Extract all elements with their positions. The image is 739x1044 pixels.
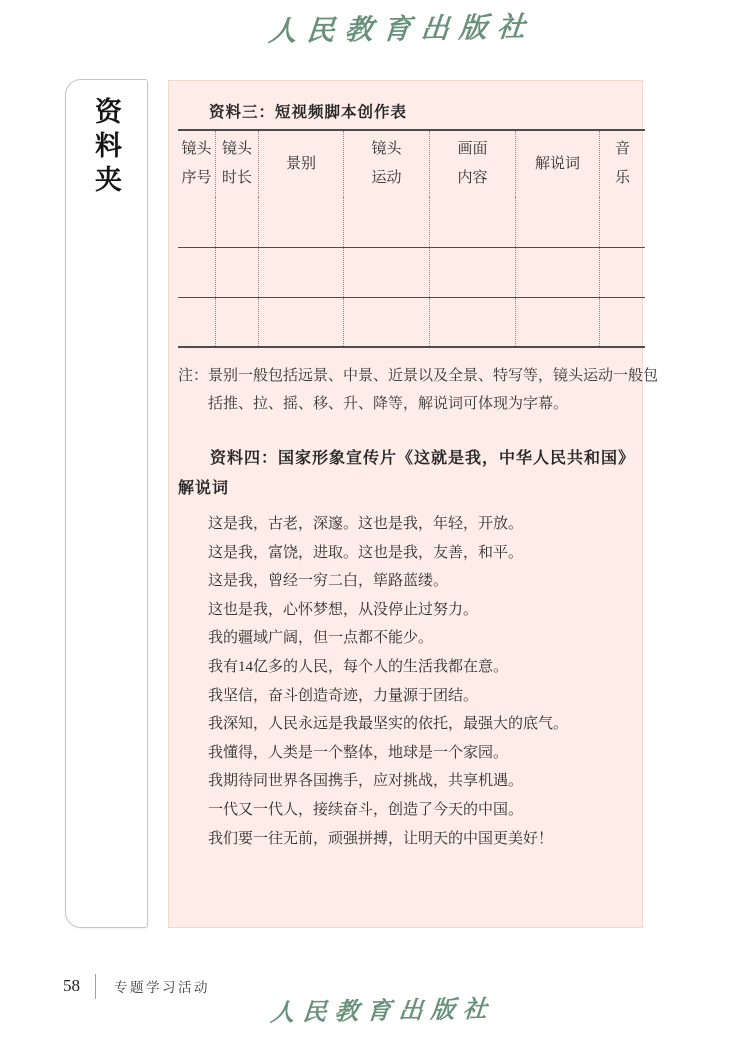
table-header-line: 乐 [614, 170, 630, 186]
narration-line: 这是我，曾经一穷二白，筚路蓝缕。 [208, 573, 449, 590]
table-header-line: 解说词 [534, 155, 580, 172]
folder-tab-label: 资料夹 [91, 97, 121, 199]
table-cell-empty [259, 247, 344, 297]
narration-line: 一代又一代人，接续奋斗，创造了今天的中国。 [208, 801, 524, 818]
narration-line: 我有14亿多的人民，每个人的生活我都在意。 [208, 658, 509, 675]
narration-line: 我懂得，人类是一个整体，地球是一个家园。 [208, 744, 509, 761]
table-header-line: 景别 [285, 155, 316, 172]
table-cell-empty [600, 297, 646, 347]
page-number: 58 [63, 976, 80, 995]
narration-line: 我坚信，奋斗创造奇迹，力量源于团结。 [208, 687, 479, 704]
table-header-cell [344, 130, 430, 197]
material3-title: 资料三：短视频脚本创作表 [209, 104, 408, 121]
table-row [178, 297, 645, 347]
table-header-cell [430, 130, 516, 197]
table-header-row [178, 130, 645, 197]
table-cell-empty [344, 297, 430, 347]
table-header-cell [259, 130, 344, 197]
table-cell-empty [430, 247, 516, 297]
table-header-cell [600, 130, 646, 197]
narration-line: 我的疆域广阔，但一点都不能少。 [208, 630, 434, 647]
table-header-line: 镜头 [371, 141, 402, 157]
sidebar-folder-tab [65, 79, 148, 928]
footer-section-title: 专题学习活动 [114, 980, 210, 995]
table-cell-empty [178, 197, 216, 247]
table-header-line: 镜头 [221, 141, 252, 157]
publisher-logo-top [0, 8, 739, 48]
table-header-line: 镜头 [181, 141, 212, 157]
table-header-line: 序号 [181, 170, 212, 186]
table-cell-empty [178, 247, 216, 297]
table-cell-empty [216, 297, 259, 347]
table-header-line: 运动 [371, 170, 402, 186]
publisher-logo-bottom [0, 991, 739, 1026]
narration-line: 我期待同世界各国携手，应对挑战，共享机遇。 [208, 773, 524, 790]
table-row [178, 247, 645, 297]
table-cell-empty [216, 247, 259, 297]
narration-line: 这是我，古老，深邃。这也是我，年轻，开放。 [208, 516, 524, 532]
table-header-cell [178, 130, 216, 197]
table-cell-empty [516, 297, 600, 347]
material4-title: 资料四：国家形象宣传片《这就是我，中华人民共和国》解说词 [178, 450, 636, 497]
table-cell-empty [516, 197, 600, 247]
table-body [178, 197, 645, 347]
narration-line: 这也是我，心怀梦想，从没停止过努力。 [208, 601, 479, 618]
publisher-calligraphy-text: 人民教育出版社 [267, 12, 537, 48]
table-cell-empty [216, 197, 259, 247]
table-header-line: 音 [614, 141, 630, 157]
table-head [178, 130, 645, 197]
table-header-cell [516, 130, 600, 197]
table-cell-empty [344, 247, 430, 297]
video-script-table [178, 129, 645, 348]
narration-line: 我们要一往无前，顽强拼搏，让明天的中国更美好！ [208, 830, 554, 847]
materials-panel [168, 80, 659, 928]
table-cell-empty [430, 297, 516, 347]
table-header-line: 时长 [221, 170, 252, 186]
table-cell-empty [516, 247, 600, 297]
table-note: 注：景别一般包括远景、中景、近景以及全景、特写等，镜头运动一般包括推、拉、摇、移、升、降等，解说词可体现为字幕。 [178, 368, 659, 412]
table-cell-empty [600, 197, 646, 247]
publisher-calligraphy-text: 人民教育出版社 [268, 996, 496, 1027]
table-cell-empty [178, 297, 216, 347]
table-cell-empty [259, 197, 344, 247]
narration-line: 我深知，人民永远是我最坚实的依托，最强大的底气。 [208, 716, 569, 733]
narration-text-block [178, 510, 639, 853]
narration-line: 这是我，富饶，进取。这也是我，友善，和平。 [208, 544, 524, 561]
materials-panel-content [169, 81, 659, 853]
table-cell-empty [259, 297, 344, 347]
table-row [178, 197, 645, 247]
table-header-cell [216, 130, 259, 197]
table-cell-empty [344, 197, 430, 247]
table-cell-empty [430, 197, 516, 247]
table-header-line: 画面 [457, 141, 488, 157]
table-header-line: 内容 [457, 170, 488, 186]
table-cell-empty [600, 247, 646, 297]
